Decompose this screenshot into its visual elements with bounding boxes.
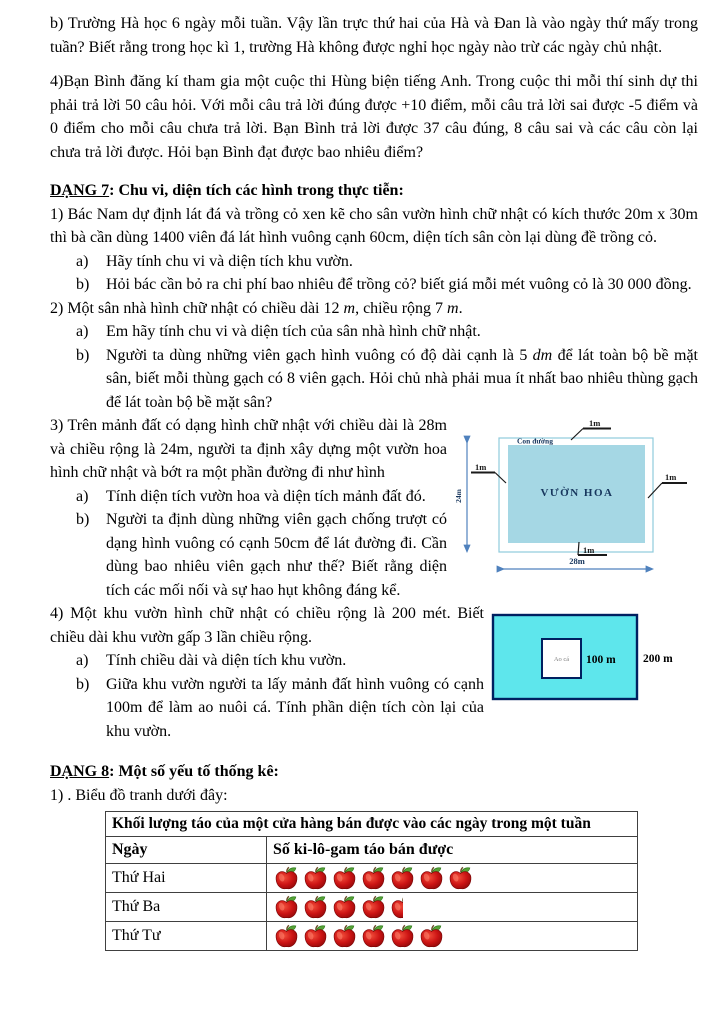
garden-label: VƯỜN HOA [540, 487, 614, 500]
table-row [106, 863, 638, 892]
problem-3-text: 3) Trên mảnh đất có dạng hình chữ nhật với chiều dài là 28m và chiều rộng là 24m, người ta định xây dựng một vườn hoa hình chữ nhật và bớt ra một phần đường đi như hình [50, 417, 447, 482]
problem-3b-text: Người ta định dùng những viên gạch chống trượt có dạng hình vuông có cạnh 50cm để lát đường đi. Cần dùng bao nhiêu viên gạch như thế? Biết rằng diện tích các mối nối và sự hao hụt không đáng kể. [106, 511, 447, 599]
day-cell: Thứ Hai [106, 863, 267, 892]
apple-icon [360, 923, 387, 949]
marker-b: b) [76, 346, 90, 364]
marker-a: a) [76, 652, 89, 670]
dang8-label: DẠNG 8 [50, 763, 110, 781]
apple-icon [360, 865, 387, 891]
apple-icon [418, 923, 445, 949]
problem-3-block [50, 414, 698, 602]
pond-diagram [488, 610, 698, 710]
apple-icon [447, 865, 474, 891]
table-title: Khối lượng táo của một cửa hàng bán được vào các ngày trong một tuần [106, 811, 638, 837]
apple-body [363, 900, 384, 917]
apple-icon [302, 865, 329, 891]
apples-cell [267, 921, 638, 950]
apple-body [334, 900, 355, 917]
problem-2b-text: Người ta dùng những viên gạch hình vuông có độ dài cạnh là 5 dm để lát toàn bộ bề mặt sân, biết mỗi thùng gạch có 8 viên gạch. Hỏi chủ nhà phải mua ít nhất bao nhiêu thùng gạch để lát toàn bộ bề mặt sân? [106, 346, 698, 411]
apple-body [276, 871, 297, 888]
apple-icon [273, 894, 300, 920]
apple-icon [360, 894, 387, 920]
apple-icon [389, 923, 416, 949]
marker-a: a) [76, 252, 89, 270]
problem-1a-text: Hãy tính chu vi và diện tích khu vườn. [106, 252, 353, 270]
apple-icon [418, 865, 445, 891]
garden-size-label: 200 m [643, 653, 673, 666]
problem-2b [50, 344, 698, 415]
table-title-row [106, 811, 638, 837]
pond-label: Ao cá [553, 656, 570, 664]
apples-cell [267, 892, 638, 921]
marker-b: b) [76, 276, 90, 294]
problem-2a-text: Em hãy tính chu vi và diện tích của sân nhà hình chữ nhật. [106, 323, 481, 341]
dang8-title: : Một số yếu tố thống kê: [109, 763, 279, 781]
problem-4b-sub-text: Giữa khu vườn người ta lấy mảnh đất hình vuông có cạnh 100m để làm ao nuôi cá. Tính phần diện tích còn lại của khu vườn. [106, 675, 484, 740]
apple-icon [331, 894, 358, 920]
apple-body [421, 929, 442, 946]
path-width-top-label: 1m [589, 418, 601, 429]
apple-body [305, 900, 326, 917]
height-dimension-label: 24m [454, 489, 463, 504]
section-heading-dang7 [50, 179, 698, 203]
problem-1b-text: Hỏi bác cần bỏ ra chi phí bao nhiêu để trồng cỏ? biết giá mỗi mét vuông cỏ là 30 000 đồng. [106, 276, 692, 294]
apple-icon [302, 894, 329, 920]
section-heading-dang8 [50, 760, 698, 784]
apple-body [276, 900, 297, 917]
apple-body [363, 929, 384, 946]
apple-body [305, 929, 326, 946]
problem-2a [50, 320, 698, 344]
problem-b-text: b) Trường Hà học 6 ngày mỗi tuần. Vậy lần trực thứ hai của Hà và Đan là vào ngày thứ mấy trong tuần? Biết rằng trong học kì 1, trường Hà không được nghỉ học ngày nào trừ các ngày chủ nhật. [50, 15, 698, 56]
apple-icon [331, 923, 358, 949]
apple-icon [389, 894, 403, 920]
problem-4b-text: 4) Một khu vườn hình chữ nhật có chiều rộng là 200 mét. Biết chiều dài khu vườn gấp 3 lần chiều rộng. [50, 605, 484, 646]
dang7-title: : Chu vi, diện tích các hình trong thực tiễn: [109, 182, 404, 200]
column-header-kg: Số ki-lô-gam táo bán được [267, 837, 638, 864]
day-cell: Thứ Ba [106, 892, 267, 921]
dang8-sub-text: 1) . Biểu đồ tranh dưới đây: [50, 786, 228, 804]
marker-a: a) [76, 323, 89, 341]
apple-body [334, 871, 355, 888]
apple-icon [389, 865, 416, 891]
garden-diagram [453, 416, 698, 576]
marker-b: b) [76, 511, 90, 529]
pond-size-label: 100 m [586, 654, 616, 667]
apple-body [334, 929, 355, 946]
apple-body [450, 871, 471, 888]
apple-icon [273, 923, 300, 949]
apple-icon [273, 865, 300, 891]
problem-1a [50, 250, 698, 274]
problem-1-text: 1) Bác Nam dự định lát đá và trồng cỏ xen kẽ cho sân vườn hình chữ nhật có kích thước 20m x 30m thì bà cần dùng 1400 viên đá lát hình vuông cạnh 60cm, diện tích sân còn lại dùng đề trồng cỏ. [50, 205, 698, 247]
day-cell: Thứ Tư [106, 921, 267, 950]
table-row [106, 892, 638, 921]
apple-half-icon [389, 894, 403, 920]
apple-body [421, 871, 442, 888]
apples-cell [267, 863, 638, 892]
problem-1b [50, 273, 698, 297]
dang7-label: DẠNG 7 [50, 182, 110, 200]
apple-icon [331, 865, 358, 891]
table-header-row [106, 837, 638, 864]
apple-body [392, 929, 413, 946]
apple-body [392, 871, 413, 888]
path-width-left-label: 1m [475, 462, 487, 473]
apple-body [276, 929, 297, 946]
problem-2-text: 2) Một sân nhà hình chữ nhật có chiều dài 12 m, chiều rộng 7 m. [50, 299, 463, 317]
apple-body [363, 871, 384, 888]
path-width-bottom-label: 1m [583, 545, 595, 556]
marker-b: b) [76, 675, 90, 693]
apple-icon [302, 923, 329, 949]
marker-a: a) [76, 487, 89, 505]
pictograph-table [105, 811, 638, 951]
column-header-day: Ngày [106, 837, 267, 864]
problem-4-block [50, 602, 698, 743]
problem-4a-text: Tính chiều dài và diện tích khu vườn. [106, 652, 347, 670]
width-dimension-label: 28m [569, 556, 585, 567]
problem-4-text: 4)Bạn Bình đăng kí tham gia một cuộc thi Hùng biện tiếng Anh. Trong cuộc thi mỗi thí sinh dự thi phải trả lời 50 câu hỏi. Với mỗi câu trả lời đúng được +10 điểm, mỗi câu trả lời sai được -5 điểm và 0 điểm cho mỗi câu chưa trả lời. Bạn Bình trả lời được 37 câu đúng, 8 câu sai và các câu còn lại chưa trả lời được. Hỏi bạn Bình đạt được bao nhiêu điểm? [50, 73, 698, 161]
road-label: Con đường [517, 436, 553, 446]
apple-body [305, 871, 326, 888]
table-row [106, 921, 638, 950]
problem-3a-text: Tính diện tích vườn hoa và diện tích mảnh đất đó. [106, 487, 426, 505]
path-width-right-label: 1m [665, 472, 677, 483]
